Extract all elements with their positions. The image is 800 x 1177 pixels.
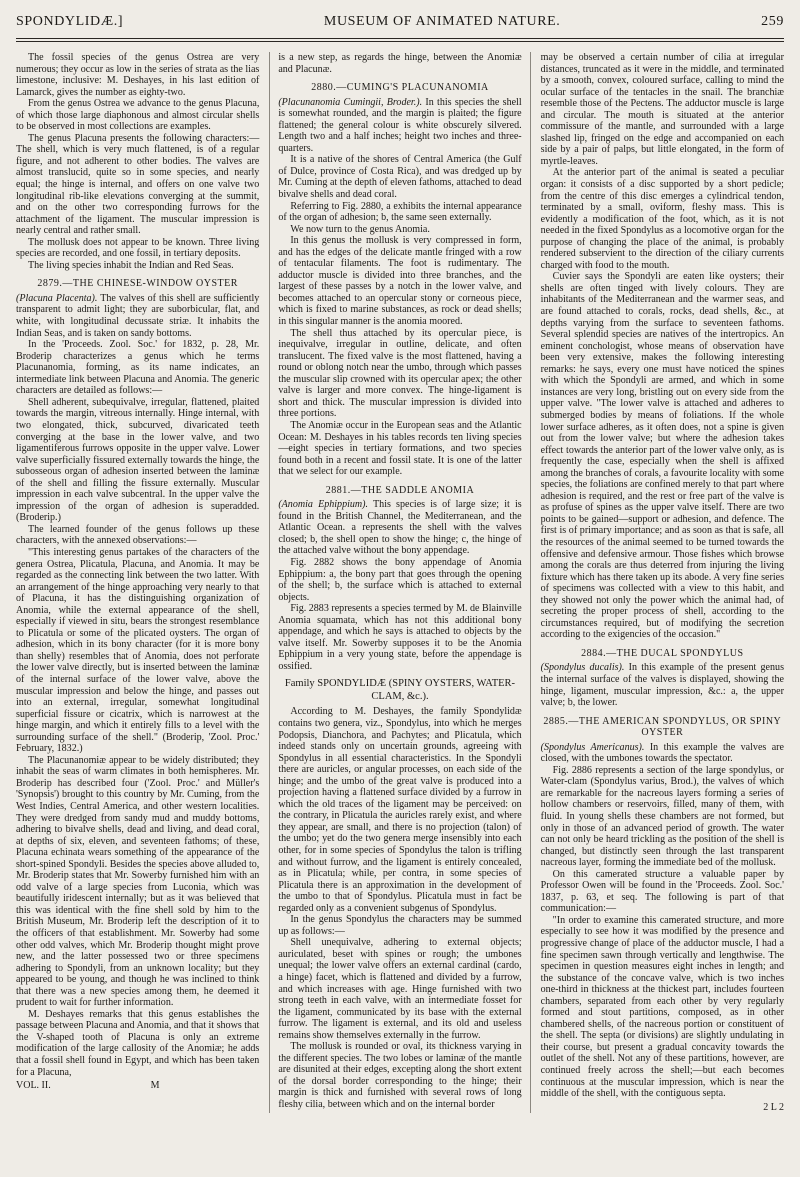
section-heading: 2885.—THE AMERICAN SPONDYLUS, OR SPINY OYSTER xyxy=(543,715,782,739)
header-title: MUSEUM OF ANIMATED NATURE. xyxy=(323,14,561,29)
species-name: (Placunanomia Cumingii, Broder.). xyxy=(278,96,423,108)
paragraph: "In order to examine this camerated structure, and more especially to see how it was modified by the presence and progressive change of place of the adductor muscle, I had a fine specimen sawn through vertically and lengthwise. The specimen in question measures eight inches in length; and the substance of the concave valve, which is two inches one-third in thickness at the thickest part, includes fourteen chambers, separated from each other by very regularly formed and stout partitions, composed, as in other chambered shells, of the nacreous portion or constituent of the shell. The septa (or divisions) are slightly undulating in their course, but present a gradual concavity towards the outlet of the shell. Not any of these partitions, however, are continued freely across the shell;—but each becomes continuous at the muscular impression, which is near the middle of the shell, with the contiguous septa. xyxy=(540,914,784,1100)
column-left xyxy=(16,52,259,1113)
paragraph xyxy=(541,662,784,708)
paragraph xyxy=(16,293,259,339)
species-name: (Anomia Ephippium). xyxy=(278,499,369,511)
volume-label: VOL. II. xyxy=(16,1080,51,1092)
column-middle xyxy=(269,52,530,1113)
paragraph xyxy=(541,742,784,765)
paragraph: is a new step, as regards the hinge, between the Anomiæ and Placunæ. xyxy=(278,52,522,75)
paragraph: The Anomiæ occur in the European seas and the Atlantic Ocean: M. Deshayes in his tables records ten living species—eight species in tertiary formations, and two species found both in a recent and fossil state. It is one of the latter that we select for our example. xyxy=(278,419,522,478)
signature-mark: M xyxy=(150,1080,160,1092)
paragraph-text: In this species the shell is somewhat rounded, and the margin is plaited; the figure flattened; the general colour is white obscurely silvered. Length two and a half inches; height two inches and three-quarters. xyxy=(278,96,522,154)
text-columns xyxy=(10,52,790,1113)
column-right xyxy=(541,52,784,1113)
paragraph: may be observed a certain number of cilia at irregular distances, truncated as it were in the middle, and terminated by a smooth, convex, coloured surface, calling to mind the ocular surface of the tentacles in the snail. The branchiæ resemble those of the Pectens. The adductor muscle is large and circular. The mouth is situated at the anterior commissure of the mantle, and surrounded with a large slashed lip, fringed on the edge and accompanied on each side by a pair of palps, but little elongated, in the form of myrtle-leaves. xyxy=(540,52,784,167)
paragraph: The learned founder of the genus follows up these characters, with the annexed observations:— xyxy=(16,523,260,547)
column-footer xyxy=(541,1102,784,1114)
paragraph-text: This species is of large size; it is found in the British Channel, the Mediterranean, and the Atlantic Ocean. a represents the shell with the valves closed; b, the shell open to show the hinge; c, the hinge of the attached valve without the bony appendage. xyxy=(278,499,522,557)
paragraph: The Placunanomiæ appear to be widely distributed; they inhabit the seas of warm climates in both hemispheres. Mr. Broderip has described four ('Zool. Proc.' and Müller's 'Synopsis') brought to this country by Mr. Cuming, from the West Indies, Central America, and other western localities. They were dredged from sandy mud and muddy bottoms, adhering to bivalve shells, dead and living, and dead coral, at depths of six, eleven, and seventeen fathoms; of these, Placuna echinata wears something of the appearance of the short-spined Spondyli. Besides the species above alluded to, Mr. Broderip states that Mr. Sowerby furnished him with an odd valve of a large species from Luconia, which was beautifully iridescent internally; but as it was believed that this was identical with the fine shell sold by him to the British Museum, Mr. Broderip left the description of it to the officers of that establishment. Mr. Sowerby had some other odd valves, which Mr. Broderip thought might prove new, and the latter possessed two or three specimens adhering to Spondyli, from an unknown locality; but they appeared to be young, and though he was inclined to think that there was a new species among them, he deemed it prudent to wait for further information. xyxy=(16,754,260,1009)
header-rule xyxy=(16,38,784,42)
paragraph: The living species inhabit the Indian and Red Seas. xyxy=(28,259,234,271)
column-footer xyxy=(16,1080,259,1092)
paragraph: M. Deshayes remarks that this genus establishes the passage between Placuna and Anomia, and that it shows that the V-shaped tooth of Placuna is only an extreme modification of the large callosity of the Anomiæ; he adds that a fossil shell found in Egypt, and which has been taken for a Placuna, xyxy=(16,1008,260,1078)
paragraph: In the genus Spondylus the characters may be summed up as follows:— xyxy=(278,914,522,937)
paragraph: Fig. 2882 shows the bony appendage of Anomia Ephippium: a, the bony part that goes through the opening of the shell; b, the surface which is attached to external objects. xyxy=(278,556,522,603)
paragraph: In this genus the mollusk is very compressed in form, and has the edges of the delicate mantle fringed with a row of tentacular filaments. The foot is rudimentary. The adductor muscle is divided into three branches, and the largest of these passes by a notch in the lower valve, and becomes attached to an opercular stony or corneous piece, which is fixed to marine substances, as rock or dead shells; in this singular manner is the anomia moored. xyxy=(278,235,522,328)
paragraph: On this camerated structure a valuable paper by Professor Owen will be found in the 'Proceeds. Zool. Soc.' 1837, p. 63, et seq. The following is part of that communication:— xyxy=(540,868,784,915)
paragraph-text: In this example of the present genus the internal surface of the valves is displayed, showing the hinge, ligament, muscular impression, &c.: a, the upper valve; b, the lower. xyxy=(540,662,784,709)
paragraph-text: The valves of this shell are sufficiently transparent to admit light; they are suborbicular, flat, and white, with longitudinal decussate striæ. It inhabits the Indian Seas, and is taken on sandy bottoms. xyxy=(16,292,260,339)
paragraph: According to M. Deshayes, the family Spondylidæ contains two genera, viz., Spondylus, into which he merges Podopsis, Dianchora, and Pachytes; and Plicatula, which indeed stands only on uncertain grounds, agreeing with Spondylus in all essential characteristics. In the Spondyli there are auricles, or angular processes, on each side of the hinge; and the umbo of the great valve is produced into a projection having a flattened surface divided by a furrow in which the old traces of the ligament may be perceived: on the contrary, in Plicatula the auricles rarely exist, and where they appear, are small, and there is no projection (talon) of the umbo; yet do the two genera merge insensibly into each other, for in some species of Spondylus the talon is trifling and without furrow, and the ligament is entirely concealed, as in Plicatula; while, per contra, in some species of Plicatula there is an approximation in the development of the umbo to that of Spondylus. Plicatula must in fact be regarded only as a convenient subgenus of Spondylus. xyxy=(278,706,522,914)
signature-number: 2 L 2 xyxy=(763,1101,784,1113)
paragraph xyxy=(278,499,521,557)
paragraph: The mollusk does not appear to be known. Three living species are recorded, and one fossil, in tertiary deposits. xyxy=(16,236,260,260)
family-heading: Family SPONDYLIDÆ (SPINY OYSTERS, WATER-CLAM, &c.). xyxy=(284,678,516,702)
section-heading: 2880.—CUMING'S PLACUNANOMIA xyxy=(311,82,489,94)
paragraph: Shell unequivalve, adhering to external objects; auriculated, beset with spines or rough; the umbones unequal; the lower valve offers an external cardinal (cardo, a hinge) facet, which is flattened and divided by a furrow, and which increases with age. Hinge furnished with two strong teeth in each valve, with an intermediate fosset for the ligament, communicated by its base with the external furrow. The ligament is external, and its old and useless remains show themselves externally in the furrow. xyxy=(278,937,522,1041)
paragraph: At the anterior part of the animal is seated a peculiar organ: it consists of a disc supported by a short pedicle; from the centre of this disc emerges a cylindrical tendon, terminated by a small, oviform, fleshy mass. This is evidently a modification of the foot, which, as it is not needed in the fixed Spondylus as a locomotive organ for the purpose of changing the place of the animal, is probably rendered subservient to the direction of the ciliary currents charged with food to the mouth. xyxy=(540,167,784,271)
header-section: SPONDYLIDÆ.] xyxy=(16,14,124,29)
paragraph: The genus Placuna presents the following characters:—The shell, which is very much flattened, is of a regular figure, and not adherent to other bodies. The valves are almost translucid, quite so in some species, and nearly equal; the hinge is internal, and offers on one valve two longitudinal rib-like elevations converging at the summit, and on the other two corresponding furrows for the attachment of the ligament. The muscular impression is nearly central and rather small. xyxy=(16,132,260,237)
species-name: (Spondylus ducalis). xyxy=(540,662,625,674)
paragraph: We now turn to the genus Anomia. xyxy=(290,223,430,235)
paragraph: Shell adherent, subequivalve, irregular, flattened, plaited towards the margin, vitreous internally. Hinge internal, with two elongated, thick, subcurved, divaricated teeth converging at the base in the lower valve, and two ligamentiferous furrows opposite in the upper valve. Lower valve superficially fissured externally towards the hinge, the subosseous organ of adhesion inserted between the laminæ of the shell and filling the fissure externally. Muscular impression in each valve subcentral. In the upper valve the impression of the organ of adhesion is superadded. (Broderip.) xyxy=(16,396,260,524)
page-number: 259 xyxy=(761,14,784,29)
section-heading: 2884.—THE DUCAL SPONDYLUS xyxy=(581,647,744,659)
species-name: (Placuna Placenta). xyxy=(16,292,98,304)
paragraph: "This interesting genus partakes of the characters of the genera Ostrea, Plicatula, Placuna, and Anomia. It may be regarded as the connecting link between the two latter. With an arrangement of the hinge approaching very nearly to that of Placuna, it has the distinguishing organization of Anomia, while the external appearance of the shell, especially if viewed in situ, bears the strongest resemblance to Plicatula or some of the plicated oysters. The organ of adhesion, which in its bony character (for it is more bony than shelly) resembles that of Anomia, does not perforate the lower valve directly, but is inserted between the laminæ of the internal surface of the lower valve, above the muscular impression and below the hinge, and passes out into an external, irregular, somewhat longitudinal superficial fissure or cicatrix, which is narrowest at the hinge margin, and which it entirely fills to a level with the surrounding surface of the shell." (Broderip, 'Zool. Proc.' February, 1832.) xyxy=(16,546,260,755)
section-heading: 2881.—THE SADDLE ANOMIA xyxy=(325,484,475,496)
paragraph: Referring to Fig. 2880, a exhibits the internal appearance of the organ of adhesion; b, the same seen externally. xyxy=(278,200,522,224)
paragraph: Cuvier says the Spondyli are eaten like oysters; their shells are often tinged with lively colours. They are inhabitants of the Mediterranean and the warmer seas, and are found attached to corals, rocks, dead shells, &c., at depths varying from the surface to seventeen fathoms. Several splendid species are natives of the intertropics. An eminent conchologist, whose means of observation have been very extensive, makes the following interesting remarks: he says, every one must have noticed the spines with which the Spondyli are armed, and which in some instances are very long, bristling out on every side from the upper valve. "The lower valve is attached and adheres to submerged bodies by means of foliations. If the whole lower surface adheres, as it often does, not a spine is given out from the lower valve; but where the adhesion takes effect towards the anterior part of the lower valve only, as is frequently the case, especially when the shell is affixed among the branches of corals, a favourite locality with some species, the foliations are confined merely to that part where adhesion is required, and the rest or free part of the valve is as profuse of spines as the upper valve itself. There are two points to be gained—support or adhesion, and defence. The first is of primary importance; and as soon as that is safe, all the resources of the animal seemed to be turned towards the offensive and defensive armour. Those fishes which browse among the corals are thus deterred from injuring the living fixture which has there taken up its abode. A very fine series of specimens was collected with a view to this habit, and they showed not only the power which the animal had, of secreting the proper process of shell, according to the circumstances required, but of modifying the secretion according to the exigencies of the occasion." xyxy=(540,271,784,641)
paragraph: In the 'Proceeds. Zool. Soc.' for 1832, p. 28, Mr. Broderip characterizes a genus which he terms Placunanomia, forming, as its name indicates, an intermediate link between Placuna and Anomia. The generic characters are detailed as follows:— xyxy=(16,339,260,397)
running-header xyxy=(10,14,790,38)
paragraph: The fossil species of the genus Ostrea are very numerous; they occur as low in the series of strata as the lias limestone, inclusive: M. Deshayes, in his last edition of Lamarck, gives the number as eighty-two. xyxy=(16,52,260,98)
paragraph-text: In this example the valves are closed, with the umbones towards the spectator. xyxy=(540,741,784,765)
species-name: (Spondylus Americanus). xyxy=(540,741,645,753)
paragraph: Fig. 2886 represents a section of the large spondylus, or Water-clam (Spondylus varius, Brod.), the valves of which are remarkable for the nacreous layers forming a series of hollow chambers or reservoirs, filled, many of them, with fluid. In young shells these chambers are not formed, but only in those of an advanced period of growth. The water can not only be heard trickling as the position of the shell is changed, but distinctly seen through the last transparent nacreous layer, forming the immediate bed of the mollusk. xyxy=(540,764,784,869)
paragraph: The shell thus attached by its opercular piece, is inequivalve, irregular in outline, delicate, and often translucent. The fixed valve is the most flattened, having a round or oblong notch near the umbo, through which passes the muscular slip crowned with its opercular apex; the other valve is larger and more convex. The hinge-ligament is short and thick. The muscular impression is divided into three portions. xyxy=(278,327,522,420)
paragraph: Fig. 2883 represents a species termed by M. de Blainville Anomia squamata, which has not this additional bony appendage, and which he says is attached to objects by the valve itself. Mr. Sowerby supposes it to be the Anomia Ephippium in a very young state, before the appendage is ossified. xyxy=(278,603,522,672)
paragraph: It is a native of the shores of Central America (the Gulf of Dulce, province of Costa Rica), and was dredged up by Mr. Cuming at the depth of eleven fathoms, attached to dead bivalve shells and dead coral. xyxy=(278,154,522,201)
paragraph: From the genus Ostrea we advance to the genus Placuna, of which those large diaphonous and almost circular shells to be observed in most collections are examples. xyxy=(16,98,260,133)
paragraph: The mollusk is rounded or oval, its thickness varying in the different species. The two lobes or laminæ of the mantle are disunited at their edges, excepting along the short extent of the dorsal border corresponding to the hinge; their margin is thick and furnished with several rows of long fleshy cilia, between which and on the internal border xyxy=(278,1041,522,1111)
paragraph xyxy=(278,97,521,155)
section-heading: 2879.—THE CHINESE-WINDOW OYSTER xyxy=(37,278,238,290)
